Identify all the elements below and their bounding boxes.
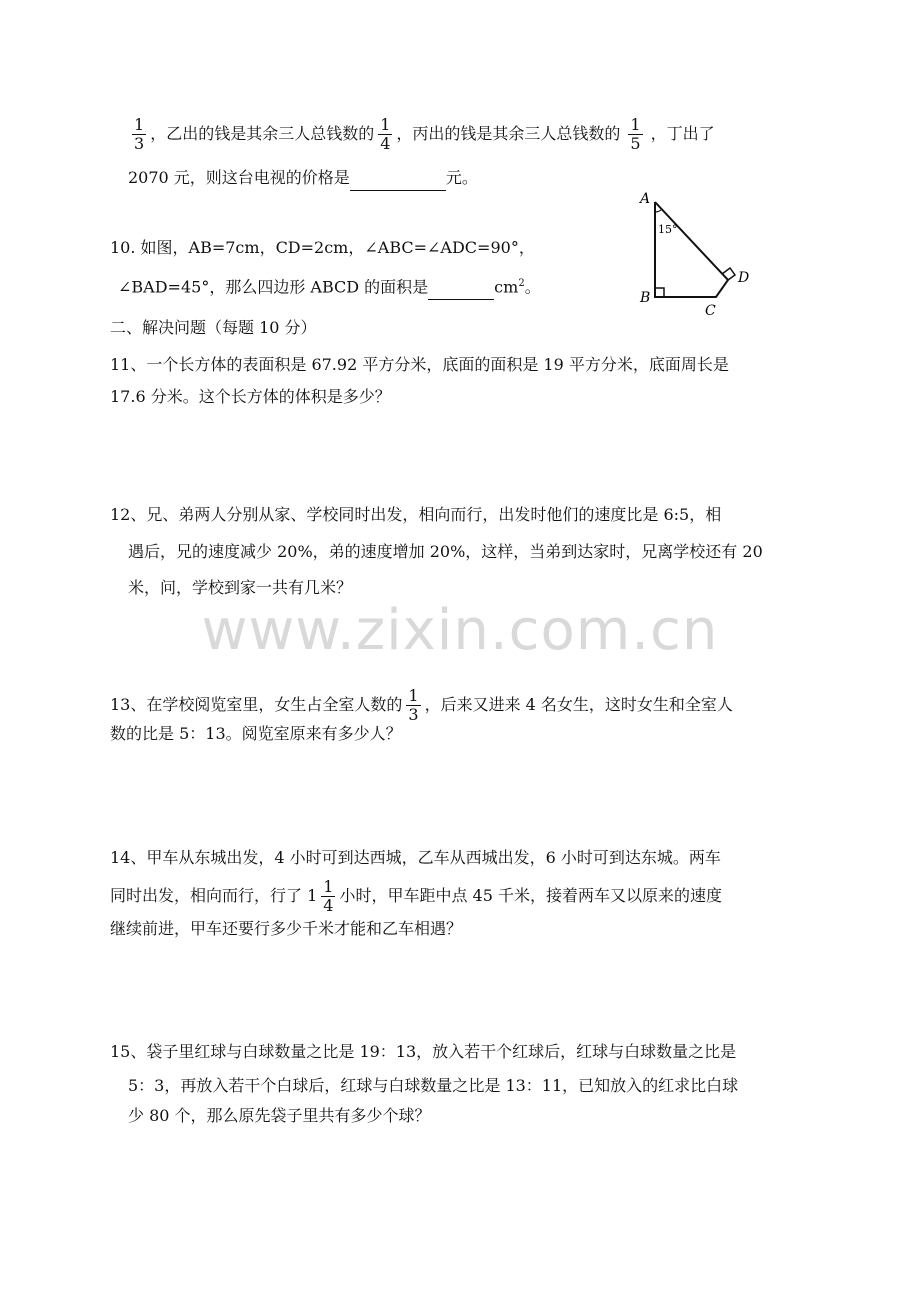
fraction: $\frac{1}{4}$: [380, 115, 391, 153]
label-a: A: [640, 191, 651, 207]
right-angle-mark-d: [722, 268, 735, 280]
quadrilateral-diagram: [618, 188, 758, 322]
q14-line3: 继续前进，甲车还要行多少千米才能和乙车相遇？: [110, 919, 463, 938]
q9-text1: ，乙出的钱是其余三人总钱数的: [150, 124, 375, 143]
q14-line2: 同时出发，相向而行，行了 1 $\frac{1}{4}$ 小时，甲车距中点 45 千米，接着两车又以原来的速度: [110, 877, 723, 915]
q9-text3: ，丁出了: [650, 124, 715, 143]
q15-line2: 5：3，再放入若干个白球后，红球与白球数量之比是 13：11，已知放入的红求比白球: [128, 1076, 739, 1095]
q10-line2: ∠BAD=45°，那么四边形 ABCD 的面积是 $cm^2$。: [118, 272, 541, 300]
q13-line1: 13、在学校阅览室里，女生占全室人数的 $\frac{1}{3}$ ，后来又进来 4 名女生，这时女生和全室人: [110, 686, 733, 724]
q11-line2: 17.6 分米。这个长方体的体积是多少？: [110, 387, 391, 406]
label-b: B: [640, 290, 651, 306]
q11-line1: 11、一个长方体的表面积是 67.92 平方分米，底面的面积是 19 平方分米，底面周长是: [110, 355, 729, 374]
angle-label: 15°: [658, 223, 678, 236]
q9-text2: ，丙出的钱是其余三人总钱数的: [396, 124, 621, 143]
label-d: D: [738, 270, 750, 286]
right-angle-mark-b: [655, 288, 664, 297]
q12-line3: 米，问，学校到家一共有几米？: [128, 578, 353, 597]
answer-blank[interactable]: [428, 275, 494, 300]
fraction: $\frac{1}{3}$: [408, 686, 419, 724]
watermark: www.zixin.com.cn: [201, 598, 719, 663]
label-c: C: [705, 303, 716, 319]
q15-line3: 少 80 个，那么原先袋子里共有多少个球？: [128, 1106, 431, 1125]
q14-line1: 14、甲车从东城出发，4 小时可到达西城，乙车从西城出发，6 小时可到达东城。两车: [110, 848, 721, 867]
angle-arc-a: [655, 209, 662, 212]
q9-line2: 2070 元，则这台电视的价格是 元。: [128, 166, 478, 191]
fraction: $\frac{1}{5}$: [630, 115, 641, 153]
q15-line1: 15、袋子里红球与白球数量之比是 19：13，放入若干个红球后，红球与白球数量之比是: [110, 1042, 737, 1061]
q12-line1: 12、兄、弟两人分别从家、学校同时出发，相向而行，出发时他们的速度比是 6:5，相: [110, 505, 722, 524]
fraction: $\frac{1}{3}$: [134, 115, 145, 153]
q12-line2: 遇后，兄的速度减少 20%，弟的速度增加 20%，这样，当弟到达家时，兄离学校还有 20: [128, 542, 763, 561]
fraction: $\frac{1}{4}$: [323, 877, 334, 915]
section-title: 二、解决问题（每题 10 分）: [110, 318, 317, 337]
q10-line1: 10. 如图，AB=7cm，CD=2cm，∠ABC=∠ADC=90°，: [110, 238, 535, 257]
q13-line2: 数的比是 5：13。阅览室原来有多少人？: [110, 724, 402, 743]
quadrilateral-outline: [655, 202, 728, 297]
answer-blank[interactable]: [350, 166, 446, 191]
q9-line1: [128, 116, 715, 153]
